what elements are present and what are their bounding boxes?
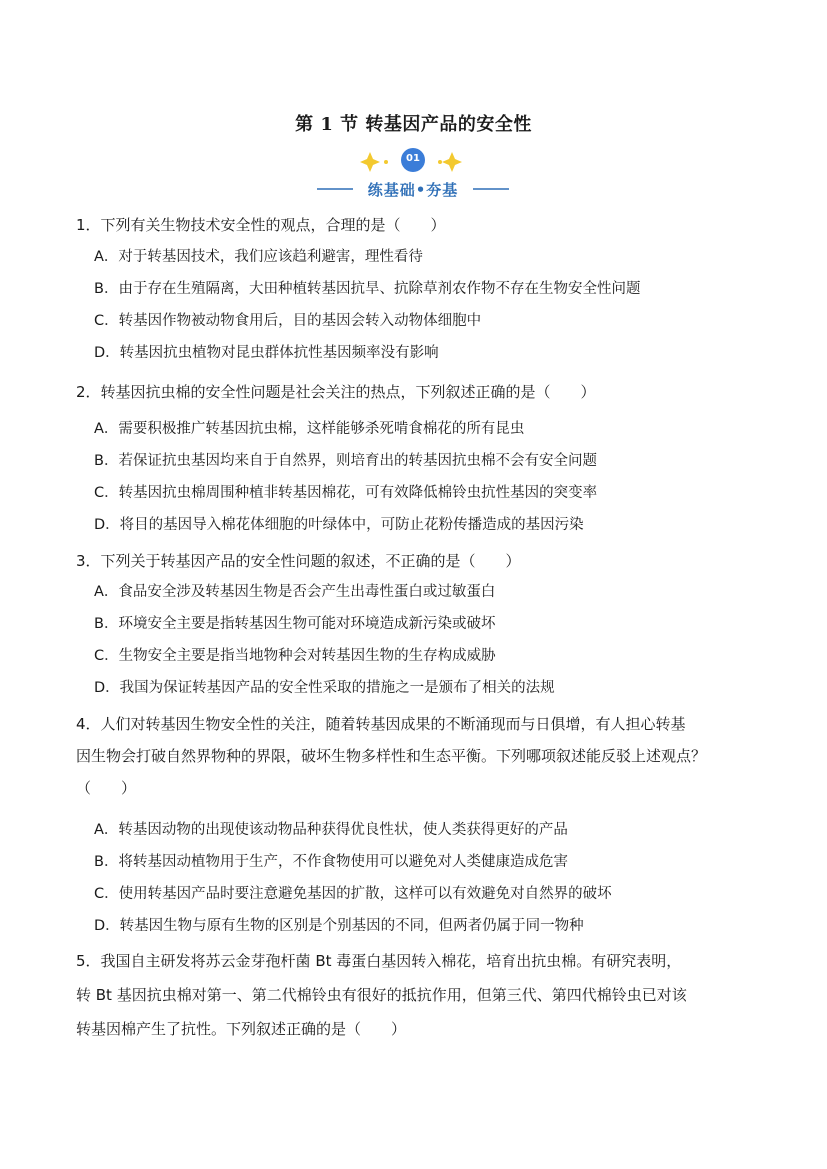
option-b: B．若保证抗虫基因均来自于自然界，则培育出的转基因抗虫棉不会有安全问题 [94,453,597,469]
option-a: A．需要积极推广转基因抗虫棉，这样能够杀死啃食棉花的所有昆虫 [94,421,525,437]
option-a: A．食品安全涉及转基因生物是否会产生出毒性蛋白或过敏蛋白 [94,584,496,600]
option-d: D．转基因生物与原有生物的区别是个别基因的不同，但两者仍属于同一物种 [94,918,584,934]
option-d: D．我国为保证转基因产品的安全性采取的措施之一是颁布了相关的法规 [94,680,555,696]
question-1-stem: 1．下列有关生物技术安全性的观点，合理的是（ ） [76,216,446,234]
page-title: 第 1 节 转基因产品的安全性 [295,114,532,135]
option-c: C．使用转基因产品时要注意避免基因的扩散，这样可以有效避免对自然界的破坏 [94,886,612,902]
question-2-stem: 2．转基因抗虫棉的安全性问题是社会关注的热点，下列叙述正确的是（ ） [76,383,596,401]
option-d: D．转基因抗虫植物对昆虫群体抗性基因频率没有影响 [94,345,439,361]
option-c: C．生物安全主要是指当地物种会对转基因生物的生存构成威胁 [94,648,496,664]
question-3-stem: 3．下列关于转基因产品的安全性问题的叙述，不正确的是（ ） [76,552,521,570]
question-3-options [94,576,774,704]
option-b: B．由于存在生殖隔离，大田种植转基因抗旱、抗除草剂农作物不存在生物安全性问题 [94,281,641,297]
question-2-options [94,413,774,541]
question-4-stem: 4．人们对转基因生物安全性的关注，随着转基因成果的不断涌现而与日俱增，有人担心转基 因生物会打破自然界物种的界限，破坏生物多样性和生态平衡。下列哪项叙述能反驳上述观点？ （ ） [76,715,707,797]
section-number: 01 [406,153,420,164]
section-badge [313,145,513,203]
option-c: C．转基因作物被动物食用后，目的基因会转入动物体细胞中 [94,313,482,329]
question-5-stem: 5．我国自主研发将苏云金芽孢杆菌 Bt 毒蛋白基因转入棉花，培育出抗虫棉。有研究表明， 转 Bt 基因抗虫棉对第一、第二代棉铃虫有很好的抵抗作用，但第三代、第四代棉铃虫已对该 转基因棉产生了抗性。下列叙述正确的是（ ） [76,952,687,1038]
option-a: A．对于转基因技术，我们应该趋利避害，理性看待 [94,249,423,265]
option-c: C．转基因抗虫棉周围种植非转基因棉花，可有效降低棉铃虫抗性基因的突变率 [94,485,598,501]
question-1-options [94,241,774,369]
option-b: B．将转基因动植物用于生产，不作食物使用可以避免对人类健康造成危害 [94,854,568,870]
section-label: 练基础•夯基 [367,181,459,199]
option-d: D．将目的基因导入棉花体细胞的叶绿体中，可防止花粉传播造成的基因污染 [94,517,584,533]
question-4-options [94,814,774,942]
option-b: B．环境安全主要是指转基因生物可能对环境造成新污染或破坏 [94,616,496,632]
option-a: A．转基因动物的出现使该动物品种获得优良性状，使人类获得更好的产品 [94,822,568,838]
